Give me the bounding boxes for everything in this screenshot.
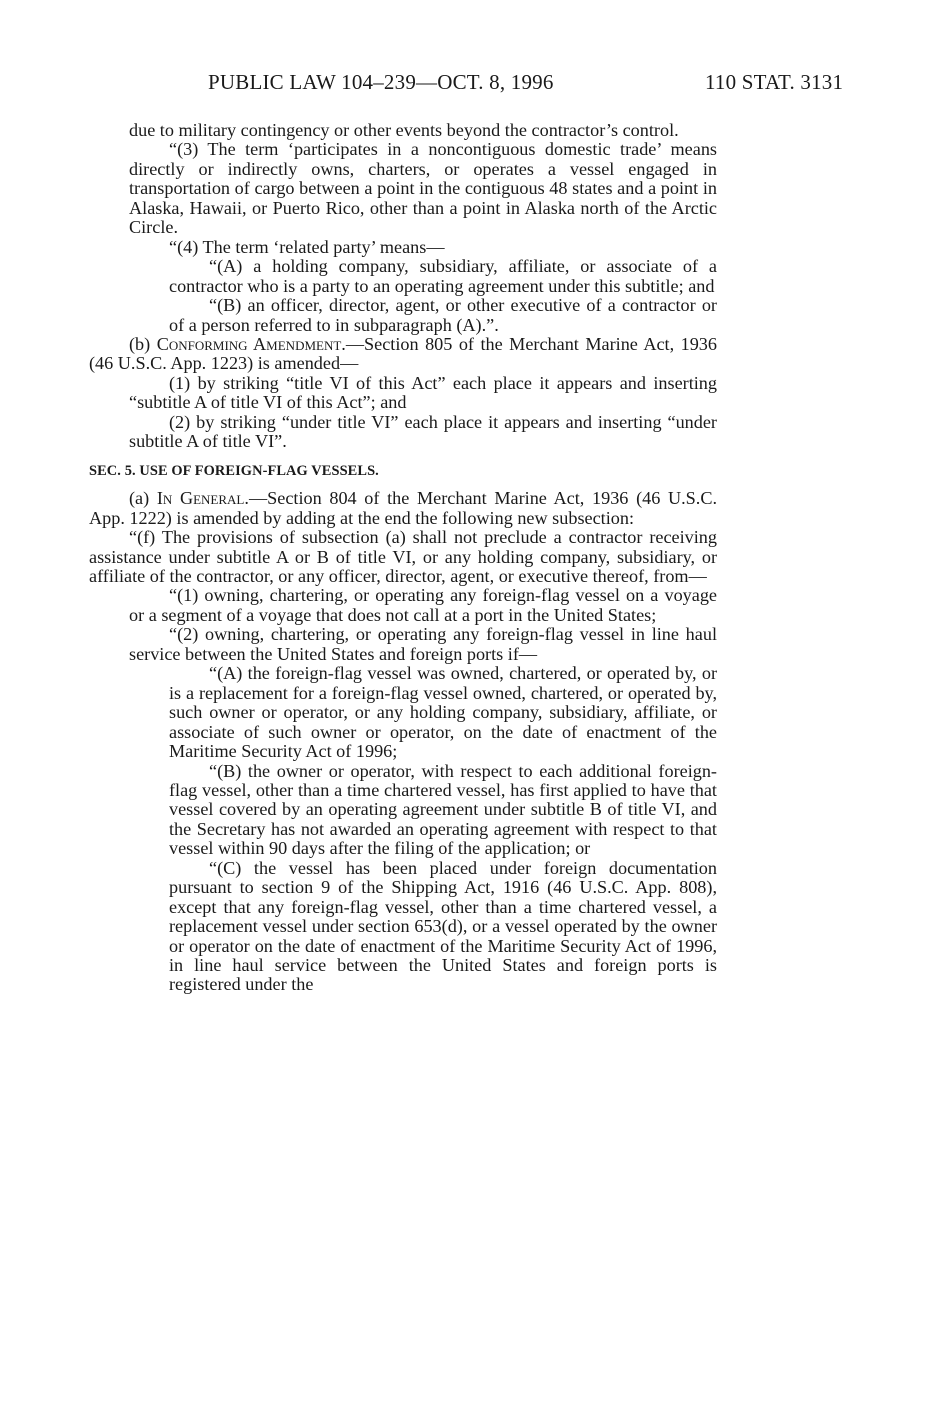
paragraph: “(A) a holding company, subsidiary, affiliate, or associate of a contractor who is a party to an operating agreement under this subtitle; and xyxy=(169,256,717,296)
body-text xyxy=(89,121,717,995)
paragraph-run: —Section 804 of the Merchant Marine Act, 1936 (46 U.S.C. App. 1222) is amended by adding at the end the following new subsection: xyxy=(89,488,717,528)
subsection-caption: In General. xyxy=(156,488,249,509)
subsection-caption: Conforming Amendment. xyxy=(156,333,346,354)
paragraph: “(B) the owner or operator, with respect to each additional foreign-flag vessel, other than a time chartered vessel, has first applied to have that vessel covered by an operating agreement under subtitle B of title VI, and the Secretary has not awarded an operating agreement with respect to that vessel within 90 days after the filing of the application; or xyxy=(169,760,717,859)
running-header-law: PUBLIC LAW 104–239—OCT. 8, 1996 xyxy=(208,70,554,94)
paragraph: “(A) the foreign-flag vessel was owned, chartered, or operated by, or is a replacement for a foreign-flag vessel owned, chartered, or operated by, such owner or operator, or any holding company, subsidiary, affiliate, or associate of such owner or operator, on the date of enactment of the Maritime Security Act of 1996; xyxy=(169,663,717,762)
paragraph: (1) by striking “title VI of this Act” each place it appears and inserting “subtitle A of title VI of this Act”; and xyxy=(129,372,717,413)
paragraph-run: (b) xyxy=(129,333,157,354)
section-heading: SEC. 5. USE OF FOREIGN-FLAG VESSELS. xyxy=(89,462,379,479)
paragraph-run: —Section 805 of the Merchant Marine Act, 1936 (46 U.S.C. App. 1223) is amended— xyxy=(89,333,717,374)
running-header-stat-page: 110 STAT. 3131 xyxy=(705,70,844,94)
paragraph-run: (a) xyxy=(129,488,157,509)
paragraph: (2) by striking “under title VI” each place it appears and inserting “under subtitle A of title VI”. xyxy=(129,411,717,452)
paragraph: “(C) the vessel has been placed under foreign documentation pursuant to section 9 of the Shipping Act, 1916 (46 U.S.C. App. 808), except that any foreign-flag vessel, other than a time chartered vessel, a replacement vessel under section 653(d), or a vessel operated by the owner or operator on the date of enactment of the Maritime Security Act of 1996, in line haul service between the United States and foreign ports is registered under the xyxy=(169,857,717,995)
paragraph xyxy=(89,335,717,374)
paragraph: “(B) an officer, director, agent, or other executive of a contractor or of a person referred to in subparagraph (A).”. xyxy=(169,295,717,335)
paragraph: “(2) owning, chartering, or operating any foreign-flag vessel in line haul service between the United States and foreign ports if— xyxy=(129,624,717,664)
paragraph: “(3) The term ‘participates in a noncontiguous domestic trade’ means directly or indirectly owns, charters, or operates a vessel engaged in transportation of cargo between a point in the contiguous 48 states and a point in Alaska, Hawaii, or Puerto Rico, other than a point in Alaska north of the Arctic Circle. xyxy=(129,139,717,238)
paragraph: “(4) The term ‘related party’ means— xyxy=(169,236,445,257)
paragraph: due to military contingency or other events beyond the contractor’s control. xyxy=(129,120,679,140)
paragraph: “(1) owning, chartering, or operating any foreign-flag vessel on a voyage or a segment of a voyage that does not call at a port in the United States; xyxy=(129,585,717,625)
paragraph: “(f) The provisions of subsection (a) shall not preclude a contractor receiving assistance under subtitle A or B of title VI, or any holding company, subsidiary, or affiliate of the contractor, or any officer, director, agent, or executive thereof, from— xyxy=(89,527,717,586)
paragraph xyxy=(89,489,717,528)
